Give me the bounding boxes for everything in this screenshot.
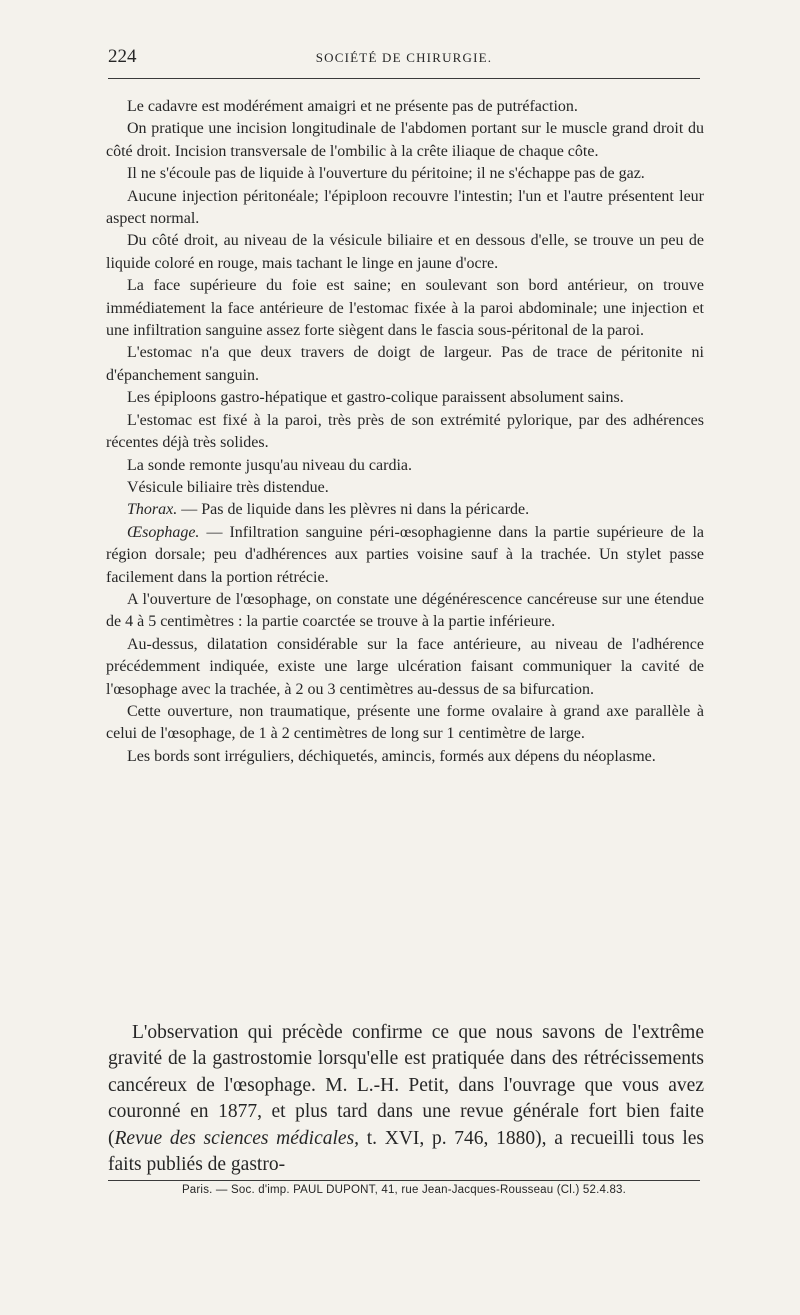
paragraph-text: Il ne s'écoule pas de liquide à l'ouverture du péritoine; il ne s'échappe pas de gaz. <box>127 165 645 183</box>
paragraph-text: Cette ouverture, non traumatique, présente une forme ovalaire à grand axe parallèle à celui de l'œsophage, de 1 à 2 centimètres de long sur 1 centimètre de large. <box>106 702 704 743</box>
paragraph-text: On pratique une incision longitudinale de l'abdomen portant sur le muscle grand droit du côté droit. Incision transversale de l'ombilic à la crête iliaque de chaque côte. <box>106 120 704 160</box>
paragraph-text: Les épiploons gastro-hépatique et gastro-colique paraissent absolument sains. <box>127 389 624 407</box>
printer-imprint: Paris. — Soc. d'imp. PAUL DUPONT, 41, rue Jean-Jacques-Rousseau (Cl.) 52.4.83. <box>181 1184 627 1196</box>
page-header <box>108 46 700 72</box>
discussion-part-2: t. XVI, p. 746, 1880), a recueilli tous les faits publiés de gastro- <box>108 1127 704 1176</box>
report-paragraph <box>106 746 704 768</box>
report-paragraph <box>106 701 704 746</box>
report-paragraph <box>106 275 704 342</box>
paragraph-text: Les bords sont irréguliers, déchiquetés, amincis, formés aux dépens du néoplasme. <box>127 747 656 765</box>
paragraph-text: Aucune injection péritonéale; l'épiploon recouvre l'intestin; l'un et l'autre présentent leur aspect normal. <box>106 187 704 228</box>
paragraph-text: Le cadavre est modérément amaigri et ne présente pas de putréfaction. <box>127 98 578 115</box>
report-paragraph <box>106 455 704 477</box>
paragraph-text: — Infiltration sanguine péri-œsophagienne dans la partie supérieure de la région dorsale; peu d'adhérences aux parties voisine sauf à la trachée. Un stylet passe facilement dans la portion rétrécie. <box>106 523 704 586</box>
discussion-part-1: L'observation qui précède confirme ce que nous savons de l'extrême gravité de la gastrostomie lorsqu'elle est pratiquée dans des rétrécissements cancéreux de l'œsophage. M. L.-H. Petit, dans l'ouvrage que vous avez couronné en 1877, et plus tard dans une revue générale fort bien faite ( <box>108 1022 704 1149</box>
discussion-paragraph <box>108 1020 704 1178</box>
paragraph-text: A l'ouverture de l'œsophage, on constate une dégénérescence cancéreuse sur une étendue de 4 à 5 centimètres : la partie coarctée se trouve à la partie inférieure. <box>106 590 704 631</box>
paragraph-text: Du côté droit, au niveau de la vésicule biliaire et en dessous d'elle, se trouve un peu de liquide coloré en rouge, mais tachant le linge en jaune d'ocre. <box>106 232 704 272</box>
report-paragraph <box>106 342 704 387</box>
section-lead: Œsophage. <box>127 523 200 541</box>
paragraph-text: — Pas de liquide dans les plèvres ni dans la péricarde. <box>177 501 530 519</box>
section-lead: Thorax. <box>127 501 178 519</box>
report-paragraph <box>106 589 704 634</box>
report-paragraph <box>106 410 704 455</box>
discussion-text <box>108 1020 704 1178</box>
report-paragraph <box>106 499 704 521</box>
report-paragraph <box>106 96 704 118</box>
header-rule <box>108 78 700 79</box>
report-paragraph <box>106 163 704 185</box>
report-paragraph <box>106 186 704 231</box>
autopsy-report <box>106 96 704 768</box>
page-number: 224 <box>108 46 137 67</box>
journal-title: Revue des sciences médicales, <box>114 1127 360 1149</box>
running-head: SOCIÉTÉ DE CHIRURGIE. <box>315 50 493 65</box>
report-paragraph <box>106 387 704 409</box>
report-paragraph <box>106 477 704 499</box>
report-paragraph <box>106 634 704 701</box>
report-paragraph <box>106 522 704 589</box>
paragraph-text: L'estomac n'a que deux travers de doigt de largeur. Pas de trace de péritonite ni d'épanchement sanguin. <box>106 344 704 384</box>
paragraph-text: Au-dessus, dilatation considérable sur la face antérieure, au niveau de l'adhérence précédemment indiquée, existe une large ulcération faisant communiquer la cavité de l'œsophage avec la trachée, à 2 ou 3 centimètres au-dessus de sa bifurcation. <box>106 635 704 698</box>
paragraph-text: Vésicule biliaire très distendue. <box>127 478 329 496</box>
paragraph-text: La sonde remonte jusqu'au niveau du cardia. <box>127 456 413 474</box>
paragraph-text: La face supérieure du foie est saine; en soulevant son bord antérieur, on trouve immédiatement la face antérieure de l'estomac fixée à la paroi abdominale; une injection et une infiltration sanguine assez forte siègent dans le fascia sous-péritonal de la paroi. <box>106 277 704 340</box>
paragraph-text: L'estomac est fixé à la paroi, très près de son extrémité pylorique, par des adhérences récentes déjà très solides. <box>106 411 704 452</box>
report-paragraph <box>106 230 704 275</box>
report-paragraph <box>106 118 704 163</box>
footer-rule <box>108 1180 700 1181</box>
